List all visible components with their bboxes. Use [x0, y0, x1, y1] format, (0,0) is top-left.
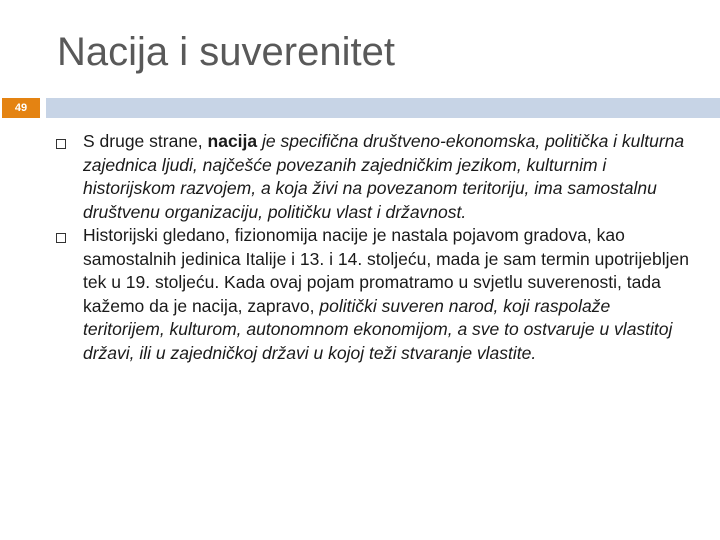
- square-bullet-icon: [56, 233, 66, 243]
- bullet-text-segment-italic: politički suveren narod, koji raspolaže teritorijem, kulturom, autonomnom ekonomijom, a sve to ostvaruje u vlastitoj državi, ili u zajedničkoj državi u kojoj teži stvaranje vlastite.: [83, 295, 673, 363]
- bullet-text-segment-bold: nacija: [207, 131, 263, 151]
- bullet-item: [52, 130, 692, 224]
- bullet-text-segment: S druge strane,: [83, 131, 208, 151]
- bullet-text-segment-italic: je specifična društveno-ekonomska, politička i kulturna zajednica ljudi, najčešće povezanih zajedničkim jezikom, kulturnim i historijskom razvojem, a koja živi na povezanom teritoriju, ima samostalnu društvenu organizaciju, političku vlast i državnost.: [83, 131, 685, 222]
- bullet-item: [52, 224, 692, 365]
- slide-title: Nacija i suverenitet: [57, 30, 395, 74]
- square-bullet-icon: [56, 139, 66, 149]
- bullet-list: [52, 130, 692, 365]
- header-divider-bar: [46, 98, 720, 118]
- bullet-text-segment: Historijski gledano, fizionomija nacije je nastala pojavom gradova, kao samostalnih jedinica Italije i 13. i 14. stoljeću, mada je sam termin upotrijebljen tek u 19. stoljeću. Kada ovaj pojam promatramo u svjetlu suverenosti, tada kažemo da je nacija, zapravo,: [83, 225, 689, 316]
- slide-number: 49: [2, 98, 40, 118]
